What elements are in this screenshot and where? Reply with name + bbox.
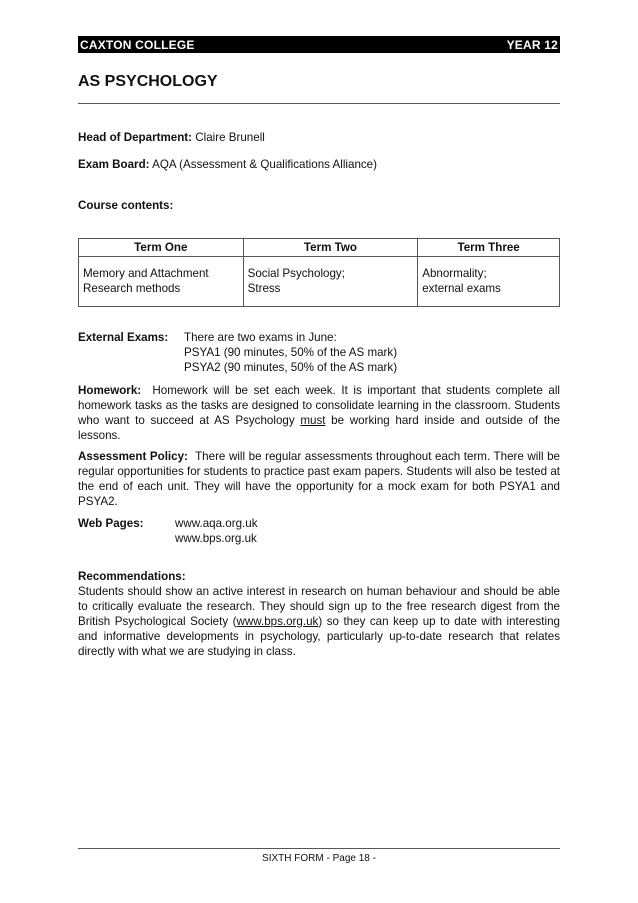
- cell-line: Memory and Attachment: [83, 267, 209, 280]
- head-of-department: [78, 130, 265, 145]
- cell-line: Social Psychology;: [247, 267, 345, 280]
- cell-line: Research methods: [83, 282, 181, 295]
- recommendations-label: Recommendations:: [78, 570, 186, 583]
- term-two-cell: [243, 257, 418, 307]
- assessment-policy-text: There will be regular assessments throughout each term. There will be regular opportunities for students to practice past exam papers. Students will also be tested at the end of each unit. They will have the opportunity for a mock exam for both PSYA1 and PSYA2.: [78, 450, 560, 508]
- external-exams-line: There are two exams in June:: [184, 331, 337, 344]
- homework-label: Homework:: [78, 384, 142, 397]
- cell-line: Abnormality;: [422, 267, 487, 280]
- course-table: [78, 238, 560, 307]
- cell-line: external exams: [422, 282, 501, 295]
- external-exams-line: PSYA1 (90 minutes, 50% of the AS mark): [184, 346, 398, 359]
- web-link-bps[interactable]: www.bps.org.uk: [175, 532, 257, 545]
- web-pages: [78, 516, 144, 531]
- bps-link[interactable]: www.bps.org.uk: [236, 615, 319, 628]
- homework-text-end: be working hard inside and outside of the lessons.: [78, 414, 560, 442]
- table-header-row: [79, 239, 560, 257]
- head-of-department-label: Head of Department:: [78, 131, 193, 144]
- course-contents-label: Course contents:: [78, 199, 174, 212]
- web-pages-label: Web Pages:: [78, 517, 144, 530]
- recommendations-paragraph: [78, 584, 560, 659]
- homework-paragraph: [78, 383, 560, 443]
- exam-board: [78, 157, 377, 172]
- exam-board-value: AQA (Assessment & Qualifications Alliance): [152, 158, 377, 171]
- table-row: [79, 257, 560, 307]
- recommendations-text-end: ) so they can keep up to date with interesting and informative developments in psychology, particularly up-to-date research that relates directly with what we are studying in class.: [78, 615, 560, 658]
- term-three-cell: [418, 257, 560, 307]
- external-exams-label: External Exams:: [78, 331, 169, 344]
- term-one-cell: [79, 257, 244, 307]
- title-divider: [78, 103, 560, 104]
- homework-emphasis: must: [300, 414, 326, 427]
- column-header: Term Two: [243, 239, 418, 257]
- header-bar: [78, 36, 560, 53]
- cell-line: Stress: [247, 282, 281, 295]
- footer-divider: [78, 848, 560, 849]
- school-name: CAXTON COLLEGE: [80, 37, 195, 52]
- year-label: YEAR 12: [506, 37, 558, 52]
- page-title: AS PSYCHOLOGY: [78, 73, 218, 90]
- column-header: Term One: [79, 239, 244, 257]
- recommendations-text: Students should show an active interest in research on human behaviour and should be able to critically evaluate the research. They should sign up to the free research digest from the British Psychological Society (: [78, 585, 560, 628]
- web-link-aqa[interactable]: www.aqa.org.uk: [175, 517, 258, 530]
- web-pages-links: [175, 516, 258, 546]
- exam-board-label: Exam Board:: [78, 158, 150, 171]
- external-exams-details: [184, 330, 397, 375]
- page-footer: SIXTH FORM - Page 18 -: [262, 853, 376, 864]
- column-header: Term Three: [418, 239, 560, 257]
- external-exams: [78, 330, 168, 345]
- external-exams-line: PSYA2 (90 minutes, 50% of the AS mark): [184, 361, 398, 374]
- assessment-policy-label: Assessment Policy:: [78, 450, 188, 463]
- assessment-policy-paragraph: [78, 449, 560, 509]
- head-of-department-value: Claire Brunell: [195, 131, 265, 144]
- homework-text: Homework will be set each week. It is important that students complete all homework tasks as the tasks are designed to consolidate learning in the classroom. Students who want to succeed at AS Psychology: [78, 384, 560, 427]
